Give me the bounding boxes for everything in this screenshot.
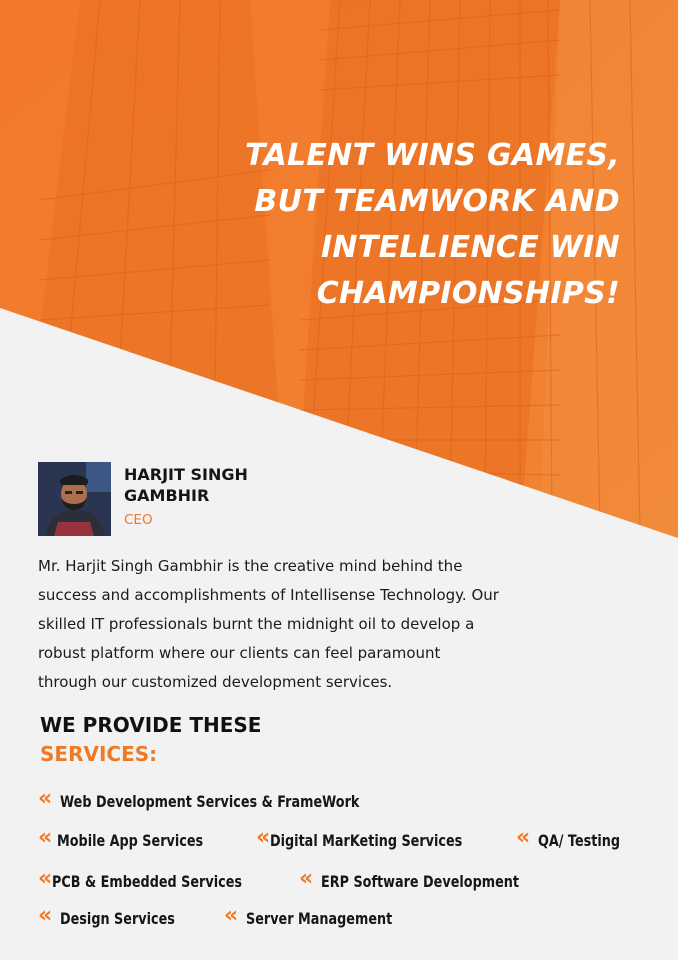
services-row <box>38 866 584 896</box>
bio-line: robust platform where our clients can feel paramount <box>38 644 441 662</box>
quote-line: INTELLIENCE WIN <box>320 230 620 265</box>
service-label: Server Management <box>246 908 393 928</box>
service-item <box>256 825 500 850</box>
service-item <box>38 866 283 891</box>
services-row <box>38 903 445 933</box>
service-label: Mobile App Services <box>57 830 204 850</box>
services-heading <box>40 711 440 769</box>
services-heading-line1: WE PROVIDE THESE <box>40 713 262 737</box>
quote-line: CHAMPIONSHIPS! <box>316 276 620 311</box>
service-item <box>38 825 240 850</box>
bio-paragraph <box>38 552 598 697</box>
service-item <box>299 866 568 891</box>
services-row <box>38 825 657 855</box>
quote-line: BUT TEAMWORK AND <box>254 184 620 219</box>
ceo-profile <box>38 462 338 536</box>
service-label: PCB & Embedded Services <box>52 871 243 891</box>
services-heading-line2: SERVICES: <box>40 742 158 766</box>
service-item <box>516 825 641 850</box>
service-label: Web Development Services & FrameWork <box>60 791 360 811</box>
double-chevron-icon: « <box>299 866 314 891</box>
service-label: QA/ Testing <box>538 830 621 850</box>
service-item <box>38 786 434 811</box>
person-name: HARJIT SINGH GAMBHIR <box>124 465 248 505</box>
services-row <box>38 786 450 816</box>
double-chevron-icon: « <box>256 825 271 850</box>
service-label: ERP Software Development <box>321 871 519 891</box>
person-role: CEO <box>124 512 153 528</box>
bio-line: through our customized development services. <box>38 673 393 691</box>
hero-quote <box>160 133 620 317</box>
double-chevron-icon: « <box>38 825 53 850</box>
quote-line: TALENT WINS GAMES, <box>245 138 620 173</box>
double-chevron-icon: « <box>38 866 53 891</box>
double-chevron-icon: « <box>38 786 53 811</box>
person-photo-icon <box>38 462 111 536</box>
double-chevron-icon: « <box>516 825 531 850</box>
double-chevron-icon: « <box>38 903 53 928</box>
bio-line: Mr. Harjit Singh Gambhir is the creative mind behind the <box>38 557 463 575</box>
avatar <box>38 462 111 536</box>
bio-line: success and accomplishments of Intellisense Technology. Our <box>38 586 499 604</box>
service-label: Digital MarKeting Services <box>270 830 463 850</box>
bio-line: skilled IT professionals burnt the midnight oil to develop a <box>38 615 475 633</box>
double-chevron-icon: « <box>224 903 239 928</box>
service-item <box>38 903 208 928</box>
service-item <box>224 903 429 928</box>
service-label: Design Services <box>60 908 175 928</box>
